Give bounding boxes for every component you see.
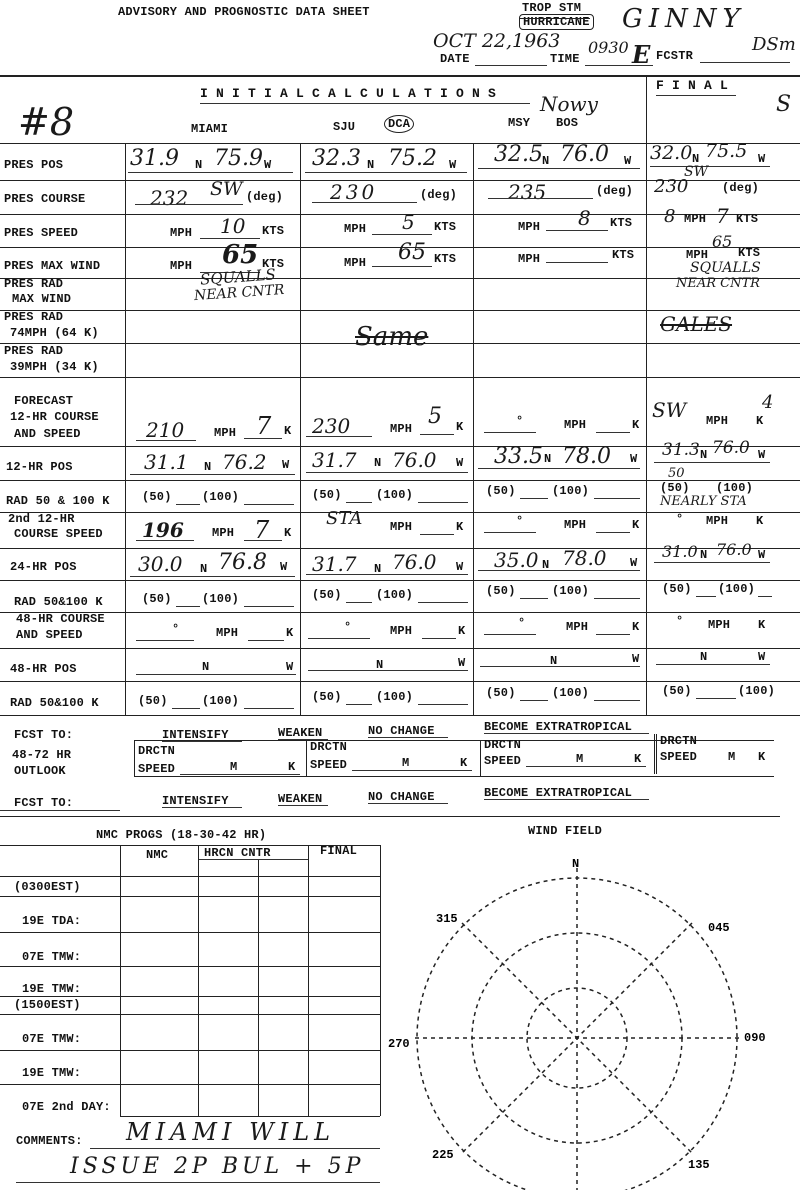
sju-12-n: 31.7 (312, 448, 357, 472)
unit: W (758, 448, 766, 462)
msy-24-w: 78.0 (562, 546, 607, 570)
unit: MPH (216, 626, 239, 640)
label-and-speed: AND SPEED (14, 427, 81, 441)
fcst-to-2: FCST TO: (14, 796, 74, 810)
m-3: M (576, 752, 584, 766)
unit: N (700, 548, 708, 562)
bearing-045: 045 (708, 921, 730, 935)
nmc-row-5: 19E TMW: (22, 1066, 82, 1080)
unit: MPH (564, 418, 587, 432)
label-74mph: 74MPH (64 K) (10, 326, 99, 340)
nmc-row-2: 07E TMW: (22, 950, 82, 964)
speed-1: SPEED (138, 762, 176, 776)
k-3: K (634, 752, 642, 766)
drctn-4: DRCTN (660, 734, 698, 748)
label-rad-48: RAD 50&100 K (10, 696, 99, 710)
unit: W (630, 556, 638, 570)
bearing-090: 090 (744, 1031, 766, 1045)
sju-24-w: 76.0 (392, 550, 437, 574)
unit: MPH (518, 252, 541, 266)
drctn-2: DRCTN (310, 740, 348, 754)
comments-line-1: MIAMI WILL (126, 1118, 336, 1146)
unit: K (284, 526, 292, 540)
speed-3: SPEED (484, 754, 522, 768)
rad48-sju-50: (50) (312, 690, 342, 704)
nmc-row-3: 19E TMW: (22, 982, 82, 996)
unit: MPH (214, 426, 237, 440)
bearing-n: N (572, 857, 580, 871)
unit: MPH (170, 226, 193, 240)
unit: MPH (390, 422, 413, 436)
final-12-w: 76.0 (712, 438, 750, 458)
sju-speed: 5 (402, 210, 415, 234)
label-forecast: FORECAST (14, 394, 74, 408)
time-value: 0930 (588, 38, 629, 57)
label-pres-rad-39: PRES RAD (4, 344, 64, 358)
forecaster-initials: DSm (752, 34, 796, 55)
unit: (deg) (722, 181, 760, 195)
m-2: M (402, 756, 410, 770)
sju-2nd: STA (326, 508, 363, 529)
unit: MPH (566, 620, 589, 634)
hurricane-label: HURRICANE (519, 14, 594, 30)
unit: (deg) (420, 188, 458, 202)
unit: KTS (612, 248, 635, 262)
miami-fc-speed: 7 (256, 412, 272, 440)
unit: K (286, 626, 294, 640)
label-12hr-pos: 12-HR POS (6, 460, 73, 474)
miami-course: 232 (150, 186, 189, 210)
rad48-sju-100: (100) (376, 690, 414, 704)
label-pres-max-wind: PRES MAX WIND (4, 259, 101, 273)
unit: W (456, 456, 464, 470)
rad24-final-50: (50) (662, 582, 692, 596)
date-value: OCT 22,1963 (433, 30, 561, 52)
label-48hr-course: 48-HR COURSE (16, 612, 105, 626)
nmc-group-2: (1500EST) (14, 998, 81, 1012)
comments-line-2: ISSUE 2P BUL + 5P (70, 1154, 365, 1179)
miami-12-w: 76.2 (222, 450, 267, 474)
speed-2: SPEED (310, 758, 348, 772)
unit: W (286, 660, 294, 674)
sju-wind: 65 (398, 240, 426, 265)
label-2nd-12hr: 2nd 12-HR (8, 512, 75, 526)
storm-name: GINNY (622, 4, 746, 34)
unit: K (756, 414, 764, 428)
final-course-dir: SW (684, 164, 708, 180)
miami-squalls-1: SQUALLS (199, 265, 277, 289)
m-1: M (230, 760, 238, 774)
msy-pos-w: 76.0 (560, 142, 609, 167)
sheet-title: ADVISORY AND PROGNOSTIC DATA SHEET (118, 5, 370, 19)
time-label: TIME (550, 52, 580, 66)
rad12-sju-100: (100) (376, 488, 414, 502)
final-fc-dir: SW (652, 398, 687, 422)
label-max-wind: MAX WIND (12, 292, 72, 306)
msy-speed: 8 (578, 206, 591, 230)
nmc-row-4: 07E TMW: (22, 1032, 82, 1046)
unit: N (692, 152, 700, 166)
label-12hr-course: 12-HR COURSE (10, 410, 99, 424)
unit: N (550, 654, 558, 668)
label-course-speed: COURSE SPEED (14, 527, 103, 541)
unit: K (632, 418, 640, 432)
unit: W (282, 458, 290, 472)
sju-12-w: 76.0 (392, 448, 437, 472)
unit: W (280, 560, 288, 574)
nmc-col-final: FINAL (320, 844, 358, 858)
unit: W (624, 154, 632, 168)
nmc-group-1: (0300EST) (14, 880, 81, 894)
unit: N (200, 562, 208, 576)
unit: K (458, 624, 466, 638)
col-bos: BOS (556, 116, 579, 130)
initial-calculations-heading: I N I T I A L C A L C U L A T I O N S (200, 86, 497, 101)
time-zone: E (632, 40, 651, 69)
label-48-and-speed: AND SPEED (16, 628, 83, 642)
final-12-n: 31.3 (662, 440, 700, 460)
msy-pos-n: 32.5 (494, 142, 543, 167)
rad12-msy-50: (50) (486, 484, 516, 498)
final-pos-n: 32.0 (650, 142, 693, 164)
unit: K (456, 420, 464, 434)
k-4: K (758, 750, 766, 764)
miami-pos-n: 31.9 (130, 146, 179, 171)
rad24-sju-100: (100) (376, 588, 414, 602)
unit: N (376, 658, 384, 672)
label-pres-speed: PRES SPEED (4, 226, 79, 240)
label-48hr-pos: 48-HR POS (10, 662, 77, 676)
nmc-row-6: 07E 2nd DAY: (22, 1100, 111, 1114)
unit: N (367, 158, 375, 172)
m-4: M (728, 750, 736, 764)
date-label: DATE (440, 52, 470, 66)
rad48-final-50: (50) (662, 684, 692, 698)
miami-2nd-course: 196 (142, 518, 184, 542)
col-nowy: Nowy (540, 92, 598, 116)
miami-12-n: 31.1 (144, 450, 189, 474)
miami-wind: 65 (222, 240, 259, 270)
unit: W (630, 452, 638, 466)
rad12-final-100: (100) (716, 481, 754, 495)
weaken-1: WEAKEN (278, 726, 323, 740)
miami-pos-w: 75.9 (214, 146, 263, 171)
bearing-225: 225 (432, 1148, 454, 1162)
sju-same: Same (355, 322, 429, 352)
bearing-135: 135 (688, 1158, 710, 1172)
sju-fc-course: 230 (312, 414, 351, 438)
extratropical-2: BECOME EXTRATROPICAL (484, 786, 633, 800)
final-gales: GALES (660, 312, 733, 336)
unit: N (374, 456, 382, 470)
unit: KTS (434, 252, 457, 266)
final-squalls-1: SQUALLS (690, 260, 761, 276)
miami-speed: 10 (220, 214, 246, 238)
unit: W (449, 158, 457, 172)
final-speed-a: 8 (664, 206, 676, 227)
unit: MPH (706, 414, 729, 428)
unit: W (264, 158, 272, 172)
label-pres-rad-74: PRES RAD (4, 310, 64, 324)
unit: K (284, 424, 292, 438)
sju-course: 230 (330, 180, 378, 204)
no-change-2: NO CHANGE (368, 790, 435, 804)
rad12-miami-50: (50) (142, 490, 172, 504)
fcst-to-1: FCST TO: (14, 728, 74, 742)
final-heading: F I N A L (656, 78, 729, 93)
intensify-1: INTENSIFY (162, 728, 229, 742)
unit: N (542, 154, 550, 168)
rad24-msy-50: (50) (486, 584, 516, 598)
msy-course: 235 (508, 180, 547, 204)
label-pres-pos: PRES POS (4, 158, 64, 172)
miami-24-w: 76.8 (218, 550, 267, 575)
unit: KTS (736, 212, 759, 226)
unit: K (758, 618, 766, 632)
drctn-3: DRCTN (484, 738, 522, 752)
rad12-miami-100: (100) (202, 490, 240, 504)
rad48-miami-100: (100) (202, 694, 240, 708)
sju-fc-speed: 5 (428, 404, 442, 429)
msy-12-w: 78.0 (562, 444, 611, 469)
rad12-msy-100: (100) (552, 484, 590, 498)
comments-label: COMMENTS: (16, 1134, 83, 1148)
unit: ° (676, 614, 684, 628)
unit: MPH (684, 212, 707, 226)
rad48-final-100: (100) (738, 684, 776, 698)
k-1: K (288, 760, 296, 774)
sju-pos-n: 32.3 (312, 146, 361, 171)
final-24-n: 31.0 (662, 542, 698, 561)
rad24-miami-100: (100) (202, 592, 240, 606)
unit: ° (172, 622, 180, 636)
unit: K (456, 520, 464, 534)
msy-24-n: 35.0 (494, 548, 539, 572)
final-wind: 65 (712, 232, 733, 251)
unit: N (700, 448, 708, 462)
unit: KTS (262, 224, 285, 238)
unit: MPH (706, 514, 729, 528)
miami-fc-course: 210 (146, 418, 185, 442)
label-24hr-pos: 24-HR POS (10, 560, 77, 574)
col-msy: MSY (508, 116, 531, 130)
final-24-w: 76.0 (716, 540, 752, 559)
label-rad-12: RAD 50 & 100 K (6, 494, 110, 508)
unit: MPH (344, 256, 367, 270)
wind-field-diagram (380, 850, 780, 1190)
unit: KTS (262, 257, 285, 271)
rad12-final-50: (50) (660, 481, 690, 495)
extratropical-1: BECOME EXTRATROPICAL (484, 720, 633, 734)
unit: ° (518, 616, 526, 630)
advisory-number: #8 (18, 100, 75, 144)
unit: W (632, 652, 640, 666)
bearing-315: 315 (436, 912, 458, 926)
unit: N (195, 158, 203, 172)
unit: N (204, 460, 212, 474)
unit: N (374, 562, 382, 576)
unit: N (544, 452, 552, 466)
unit: MPH (518, 220, 541, 234)
unit: K (756, 514, 764, 528)
rad24-miami-50: (50) (142, 592, 172, 606)
fcstr-label: FCSTR (656, 49, 694, 63)
outlook-label-1: 48-72 HR (12, 748, 72, 762)
final-course: 230 (654, 176, 689, 197)
unit: MPH (390, 520, 413, 534)
miami-24-n: 30.0 (138, 552, 183, 576)
margin-mark: S (776, 92, 792, 117)
label-pres-course: PRES COURSE (4, 192, 86, 206)
unit: W (456, 560, 464, 574)
label-rad-24: RAD 50&100 K (14, 595, 103, 609)
msy-12-n: 33.5 (494, 444, 543, 469)
rad24-msy-100: (100) (552, 584, 590, 598)
unit: N (542, 558, 550, 572)
speed-4: SPEED (660, 750, 698, 764)
unit: N (202, 660, 210, 674)
unit: MPH (212, 526, 235, 540)
rad24-final-100: (100) (718, 582, 756, 596)
nmc-col-nmc: NMC (146, 848, 169, 862)
unit: ° (516, 514, 524, 528)
rad12-sju-50: (50) (312, 488, 342, 502)
col-miami: MIAMI (191, 122, 229, 136)
final-pos-w: 75.5 (705, 140, 748, 162)
nmc-col-hrcn: HRCN CNTR (204, 846, 271, 860)
unit: W (758, 548, 766, 562)
unit: (deg) (596, 184, 634, 198)
unit: MPH (708, 618, 731, 632)
sju-pos-w: 75.2 (388, 146, 437, 171)
unit: K (632, 620, 640, 634)
no-change-1: NO CHANGE (368, 724, 435, 738)
unit: KTS (738, 246, 761, 260)
trop-stm-label: TROP STM (522, 1, 582, 15)
unit: (deg) (246, 190, 284, 204)
unit: MPH (344, 222, 367, 236)
final-speed-b: 7 (716, 204, 729, 228)
nmc-row-1: 19E TDA: (22, 914, 82, 928)
rad48-msy-100: (100) (552, 686, 590, 700)
miami-course-dir: SW (210, 178, 243, 200)
miami-2nd-speed: 7 (254, 516, 270, 544)
unit: MPH (390, 624, 413, 638)
label-pres-rad-max: PRES RAD (4, 277, 64, 291)
drctn-1: DRCTN (138, 744, 176, 758)
unit: K (632, 518, 640, 532)
final-nearly-sta: NEARLY STA (660, 494, 747, 509)
unit: KTS (434, 220, 457, 234)
col-dca: DCA (384, 115, 414, 133)
wind-field-title: WIND FIELD (528, 824, 603, 838)
weaken-2: WEAKEN (278, 792, 323, 806)
unit: ° (344, 620, 352, 634)
rad24-sju-50: (50) (312, 588, 342, 602)
final-fc-speed: 4 (762, 392, 774, 413)
unit: ° (516, 414, 524, 428)
col-sju: SJU (333, 120, 356, 134)
final-squalls-2: NEAR CNTR (676, 276, 760, 291)
unit: ° (676, 512, 684, 526)
final-rad50: 50 (668, 466, 685, 481)
rad48-msy-50: (50) (486, 686, 516, 700)
unit: MPH (686, 248, 709, 262)
label-39mph: 39MPH (34 K) (10, 360, 99, 374)
sju-24-n: 31.7 (312, 552, 357, 576)
unit: MPH (170, 259, 193, 273)
nmc-title: NMC PROGS (18-30-42 HR) (96, 828, 267, 842)
unit: W (458, 656, 466, 670)
intensify-2: INTENSIFY (162, 794, 229, 808)
rad48-miami-50: (50) (138, 694, 168, 708)
unit: W (758, 152, 766, 166)
outlook-label-2: OUTLOOK (14, 764, 66, 778)
k-2: K (460, 756, 468, 770)
unit: N (700, 650, 708, 664)
bearing-270: 270 (388, 1037, 410, 1051)
unit: KTS (610, 216, 633, 230)
miami-squalls-2: NEAR CNTR (193, 281, 285, 305)
unit: MPH (564, 518, 587, 532)
unit: W (758, 650, 766, 664)
